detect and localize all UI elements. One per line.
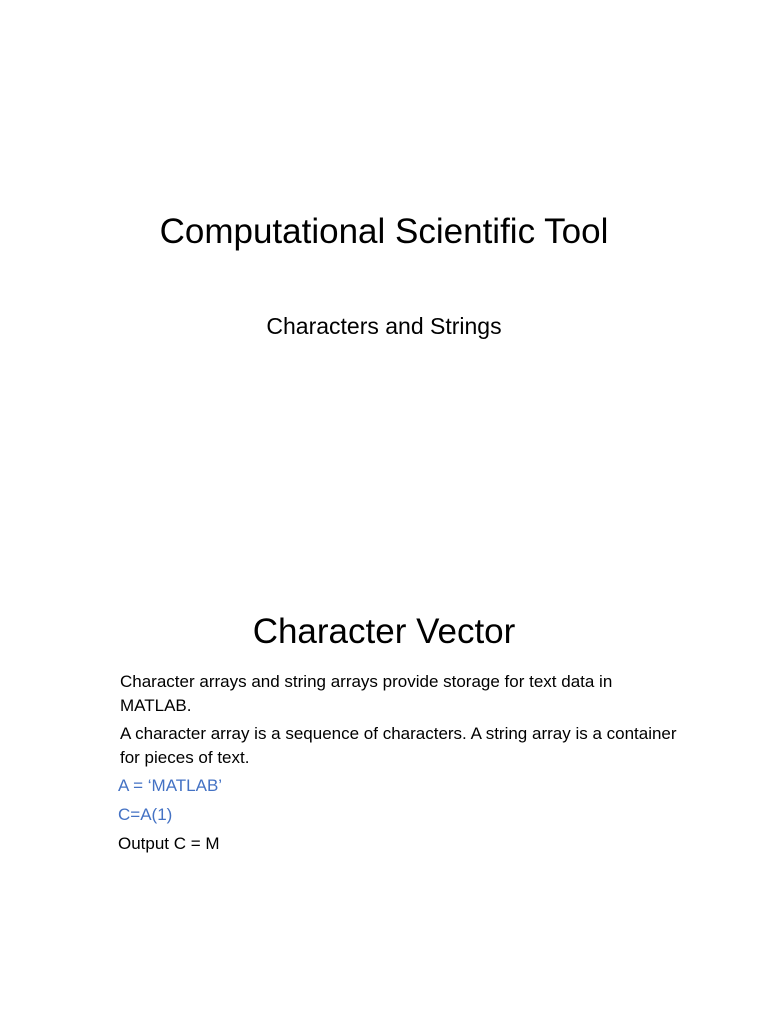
paragraph-definition: A character array is a sequence of characters. A string array is a container for pieces of text.	[120, 724, 677, 767]
slide-heading: Character Vector	[252, 612, 516, 651]
output-line: Output C = M	[118, 834, 220, 853]
slide-character-vector	[0, 512, 768, 1024]
slide-body	[120, 670, 680, 861]
code-line-index: C=A(1)	[118, 805, 173, 824]
presentation-title: Computational Scientific Tool	[159, 212, 609, 251]
code-line-assign: A = ‘MATLAB’	[118, 776, 223, 795]
paragraph-storage: Character arrays and string arrays provide storage for text data in MATLAB.	[120, 672, 613, 715]
presentation-subtitle: Characters and Strings	[266, 313, 502, 339]
